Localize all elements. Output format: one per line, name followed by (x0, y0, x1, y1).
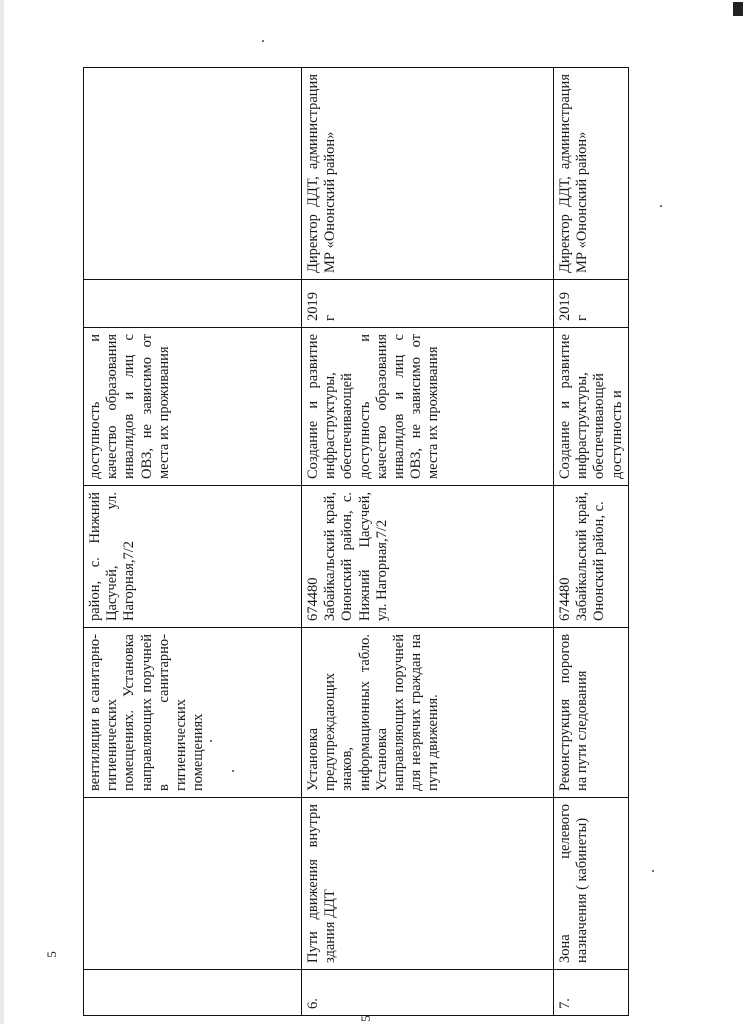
cell-work: Установка предупреждающих знаков, информационных табло. Установка направляющих поручней для незрячих граждан на пути движения. (302, 628, 554, 798)
corner-mark (733, 2, 743, 16)
rotated-table-container (83, 68, 625, 1016)
cell-year: 2019 г (554, 280, 629, 328)
cell-goal: доступность и качество образования инвалидов и лиц с ОВЗ, не зависимо от места их проживания (84, 328, 302, 486)
cell-year (84, 280, 302, 328)
cell-address: 674480 Забайкальский край, Ононский район, с. Нижний Цасучей, ул. Нагорная,7/2 (302, 486, 554, 628)
cell-address: 674480 Забайкальский край, Ононский район, с. (554, 486, 629, 628)
document-area (83, 68, 625, 1016)
table-row (84, 68, 302, 1016)
scan-speck (652, 870, 654, 872)
table-row (554, 68, 629, 1016)
cell-year: 2019 г (302, 280, 554, 328)
cell-number: 7. (554, 970, 629, 1016)
cell-address: район, с. Нижний Цасучей, ул. Нагорная,7/2 (84, 486, 302, 628)
cell-work: Реконструкция порогов на пути следования (554, 628, 629, 798)
cell-zone (84, 798, 302, 970)
page-number-outer: 5 (43, 951, 59, 958)
cell-number (84, 970, 302, 1016)
scan-speck (660, 205, 662, 207)
cell-goal: Создание и развитие инфраструктуры, обеспечивающей доступность и (554, 328, 629, 486)
cell-zone: Пути движения внутри здания ДДТ (302, 798, 554, 970)
table-row (302, 68, 554, 1016)
cell-responsible: Директор ДДТ, администрация МР «Ононский район» (302, 68, 554, 280)
page-number-inner: 5 (357, 1015, 373, 1022)
cell-number: 6. (302, 970, 554, 1016)
cell-goal: Создание и развитие инфраструктуры, обеспечивающей доступность и качество образования инвалидов и лиц с ОВЗ, не зависимо от места их проживания (302, 328, 554, 486)
cell-work: вентиляции в санитарно-гигиенических помещениях. Установка направляющих поручней в санитарно-гигиенических помещениях (84, 628, 302, 798)
cell-responsible: Директор ДДТ, администрация МР «Ононский район» (554, 68, 629, 280)
cell-zone: Зона целевого назначения ( кабинеты) (554, 798, 629, 970)
measures-table (83, 67, 629, 1016)
cell-responsible (84, 68, 302, 280)
scan-speck (262, 40, 264, 42)
scan-edge (0, 0, 4, 1024)
